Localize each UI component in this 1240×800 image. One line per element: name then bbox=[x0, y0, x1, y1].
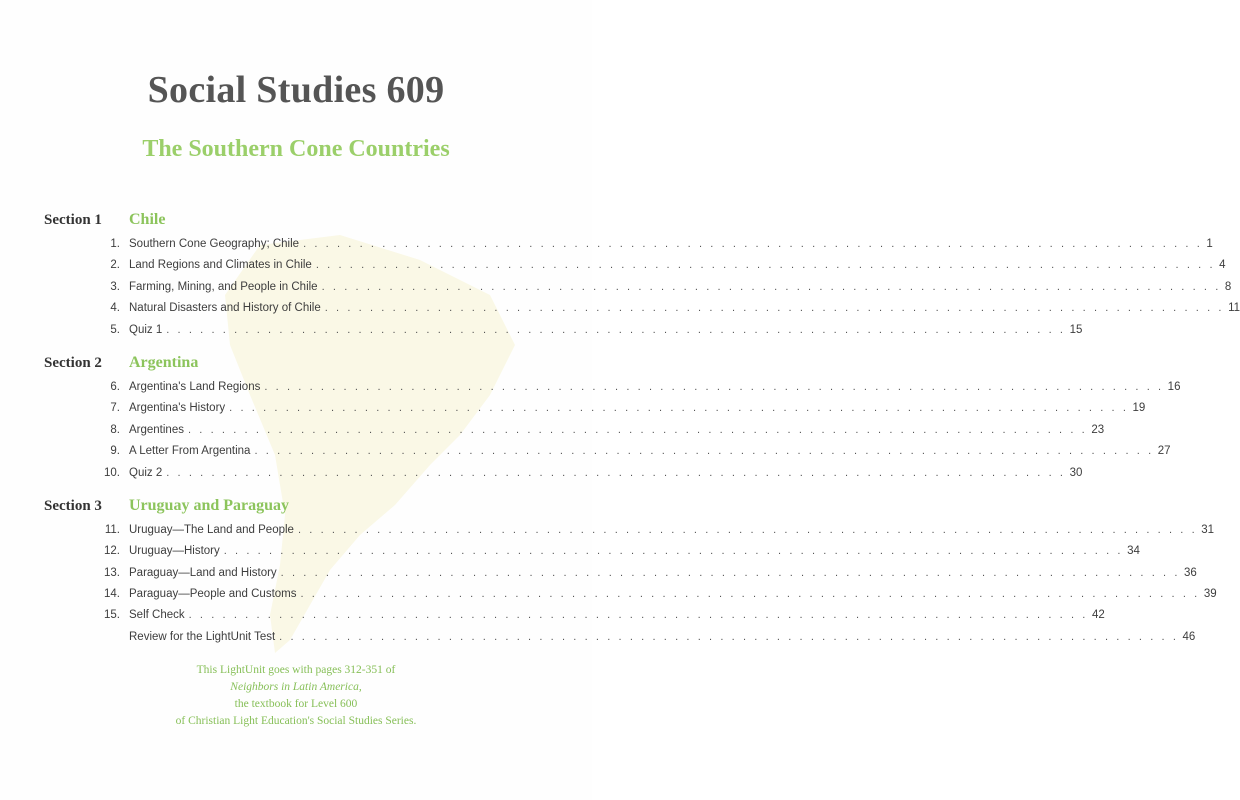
entry-page-number: 16 bbox=[1167, 380, 1181, 393]
dot-leader: . . . . . . . . . . . . . . . . . . . . . . . . . . . . . . . . . . . . . . . . . . . . . . . . . . . . . . . . . . . . . . . . . . . . . . . . . . . . . . . . bbox=[300, 588, 1200, 601]
note-line: the textbook for Level 600 bbox=[234, 698, 358, 710]
entry-title: Argentina's Land Regions bbox=[129, 380, 261, 393]
toc-entry bbox=[0, 463, 1083, 484]
entry-page-number: 15 bbox=[1069, 323, 1083, 336]
entry-page-number: 46 bbox=[1182, 630, 1196, 643]
entry-title: Uruguay—History bbox=[129, 545, 220, 558]
entry-title: Quiz 1 bbox=[129, 323, 163, 336]
entry-number: 13. bbox=[104, 566, 120, 579]
entry-page-number: 4 bbox=[1219, 259, 1226, 272]
dot-leader: . . . . . . . . . . . . . . . . . . . . . . . . . . . . . . . . . . . . . . . . . . . . . . . . . . . . . . . . . . . . . . . . . . . . . . . . . . . . . . . . bbox=[280, 566, 1180, 579]
section-name: Argentina bbox=[129, 353, 199, 371]
entry-number: 10. bbox=[104, 466, 120, 479]
toc-entry bbox=[0, 320, 1083, 341]
entry-title: Natural Disasters and History of Chile bbox=[129, 302, 321, 315]
entry-page-number: 27 bbox=[1157, 445, 1171, 458]
entry-page-number: 31 bbox=[1201, 523, 1215, 536]
dot-leader: . . . . . . . . . . . . . . . . . . . . . . . . . . . . . . . . . . . . . . . . . . . . . . . . . . . . . . . . . . . . . . . . . . . . . . . . . . . . . . . . bbox=[315, 259, 1216, 272]
section-number: Section 1 bbox=[44, 212, 102, 228]
entry-title: Review for the LightUnit Test bbox=[129, 630, 276, 643]
section-number: Section 3 bbox=[44, 497, 102, 514]
section-heading bbox=[0, 353, 592, 377]
entry-number: 12. bbox=[104, 545, 120, 558]
entry-page-number: 19 bbox=[1132, 402, 1146, 415]
dot-leader: . . . . . . . . . . . . . . . . . . . . . . . . . . . . . . . . . . . . . . . . . . . . . . . . . . . . . . . . . . . . . . . . . . . . . . . . . . . . . . . . bbox=[166, 466, 1066, 479]
entry-page-number: 36 bbox=[1184, 566, 1197, 579]
entry-title: Argentines bbox=[129, 423, 184, 436]
entry-title: Paraguay—People and Customs bbox=[129, 588, 297, 601]
dot-leader: . . . . . . . . . . . . . . . . . . . . . . . . . . . . . . . . . . . . . . . . . . . . . . . . . . . . . . . . . . . . . . . . . . . . . . . . . . . . . . . . bbox=[297, 523, 1198, 536]
toc-entry bbox=[0, 298, 1240, 319]
dot-leader: . . . . . . . . . . . . . . . . . . . . . . . . . . . . . . . . . . . . . . . . . . . . . . . . . . . . . . . . . . . . . . . . . . . . . . . . . . . . . . . . bbox=[321, 280, 1221, 293]
toc-entry bbox=[0, 563, 1197, 584]
toc-entry bbox=[0, 277, 1232, 298]
dot-leader: . . . . . . . . . . . . . . . . . . . . . . . . . . . . . . . . . . . . . . . . . . . . . . . . . . . . . . . . . . . . . . . . . . . . . . . . . . . . . . . . bbox=[303, 238, 1203, 250]
entry-title: Self Check bbox=[129, 609, 185, 622]
textbook-note bbox=[0, 662, 592, 730]
entry-page-number: 39 bbox=[1203, 588, 1217, 601]
entry-page-number: 11 bbox=[1228, 302, 1240, 315]
toc-entry bbox=[0, 520, 1215, 541]
page-subtitle: The Southern Cone Countries bbox=[142, 136, 450, 162]
dot-leader: . . . . . . . . . . . . . . . . . . . . . . . . . . . . . . . . . . . . . . . . . . . . . . . . . . . . . . . . . . . . . . . . . . . . . . . . . . . . . . . . bbox=[229, 402, 1129, 415]
table-of-contents bbox=[0, 210, 1240, 660]
section-name: Chile bbox=[129, 211, 166, 228]
entry-title: Quiz 2 bbox=[129, 466, 163, 479]
toc-entry bbox=[0, 398, 1146, 419]
entry-title: Uruguay—The Land and People bbox=[129, 523, 294, 536]
entry-title: Argentina's History bbox=[129, 402, 226, 415]
entry-number: 3. bbox=[110, 280, 120, 293]
entry-number: 5. bbox=[110, 323, 120, 336]
entry-title: Southern Cone Geography; Chile bbox=[129, 238, 300, 250]
toc-entry bbox=[0, 234, 1213, 255]
entry-title: Land Regions and Climates in Chile bbox=[129, 259, 312, 272]
entry-page-number: 23 bbox=[1091, 423, 1105, 436]
entry-number: 1. bbox=[110, 238, 120, 250]
toc-section bbox=[0, 210, 1240, 341]
entry-page-number: 42 bbox=[1091, 609, 1105, 622]
toc-entry bbox=[0, 605, 1105, 626]
entry-number: 8. bbox=[110, 423, 120, 436]
dot-leader: . . . . . . . . . . . . . . . . . . . . . . . . . . . . . . . . . . . . . . . . . . . . . . . . . . . . . . . . . . . . . . . . . . . . . . . . . . . . . . . . bbox=[187, 423, 1088, 436]
toc-entry bbox=[0, 541, 1140, 562]
toc-section bbox=[0, 496, 1217, 648]
entry-number: 7. bbox=[110, 402, 120, 415]
entry-page-number: 30 bbox=[1069, 466, 1083, 479]
entry-title: Paraguay—Land and History bbox=[129, 566, 277, 579]
section-name: Uruguay and Paraguay bbox=[129, 496, 290, 514]
section-number: Section 2 bbox=[44, 354, 102, 371]
entry-number: 6. bbox=[110, 380, 120, 393]
toc-entry bbox=[0, 377, 1181, 398]
toc-entry bbox=[0, 584, 1217, 605]
toc-entry bbox=[0, 255, 1226, 276]
entry-number: 2. bbox=[110, 259, 120, 272]
dot-leader: . . . . . . . . . . . . . . . . . . . . . . . . . . . . . . . . . . . . . . . . . . . . . . . . . . . . . . . . . . . . . . . . . . . . . . . . . . . . . . . . bbox=[223, 545, 1124, 558]
toc-entry bbox=[0, 627, 1196, 648]
entry-title: Farming, Mining, and People in Chile bbox=[129, 280, 318, 293]
note-line: This LightUnit goes with pages 312-351 of bbox=[196, 664, 396, 676]
entry-page-number: 34 bbox=[1127, 545, 1140, 558]
dot-leader: . . . . . . . . . . . . . . . . . . . . . . . . . . . . . . . . . . . . . . . . . . . . . . . . . . . . . . . . . . . . . . . . . . . . . . . . . . . . . . . . bbox=[166, 323, 1066, 336]
entry-page-number: 1 bbox=[1206, 238, 1213, 250]
dot-leader: . . . . . . . . . . . . . . . . . . . . . . . . . . . . . . . . . . . . . . . . . . . . . . . . . . . . . . . . . . . . . . . . . . . . . . . . . . . . . . . . bbox=[279, 630, 1179, 643]
entry-number: 14. bbox=[104, 588, 120, 601]
section-heading bbox=[0, 210, 592, 234]
toc-section bbox=[0, 353, 1181, 484]
page-title: Social Studies 609 bbox=[147, 69, 445, 111]
entry-page-number: 8 bbox=[1224, 280, 1232, 293]
dot-leader: . . . . . . . . . . . . . . . . . . . . . . . . . . . . . . . . . . . . . . . . . . . . . . . . . . . . . . . . . . . . . . . . . . . . . . . . . . . . . . . . bbox=[254, 445, 1154, 458]
toc-entry bbox=[0, 441, 1171, 462]
entry-title: A Letter From Argentina bbox=[129, 445, 251, 458]
dot-leader: . . . . . . . . . . . . . . . . . . . . . . . . . . . . . . . . . . . . . . . . . . . . . . . . . . . . . . . . . . . . . . . . . . . . . . . . . . . . . . . . bbox=[324, 302, 1225, 315]
textbook-title: Neighbors in Latin America, bbox=[230, 681, 362, 693]
toc-entry bbox=[0, 420, 1105, 441]
entry-number: 11. bbox=[104, 523, 120, 536]
entry-number: 9. bbox=[110, 445, 120, 458]
entry-number: 15. bbox=[104, 609, 120, 622]
note-line: of Christian Light Education's Social Studies Series. bbox=[175, 715, 417, 727]
dot-leader: . . . . . . . . . . . . . . . . . . . . . . . . . . . . . . . . . . . . . . . . . . . . . . . . . . . . . . . . . . . . . . . . . . . . . . . . . . . . . . . . bbox=[264, 380, 1164, 393]
section-heading bbox=[0, 496, 592, 520]
entry-number: 4. bbox=[110, 302, 120, 315]
dot-leader: . . . . . . . . . . . . . . . . . . . . . . . . . . . . . . . . . . . . . . . . . . . . . . . . . . . . . . . . . . . . . . . . . . . . . . . . . . . . . . . . bbox=[188, 609, 1088, 622]
